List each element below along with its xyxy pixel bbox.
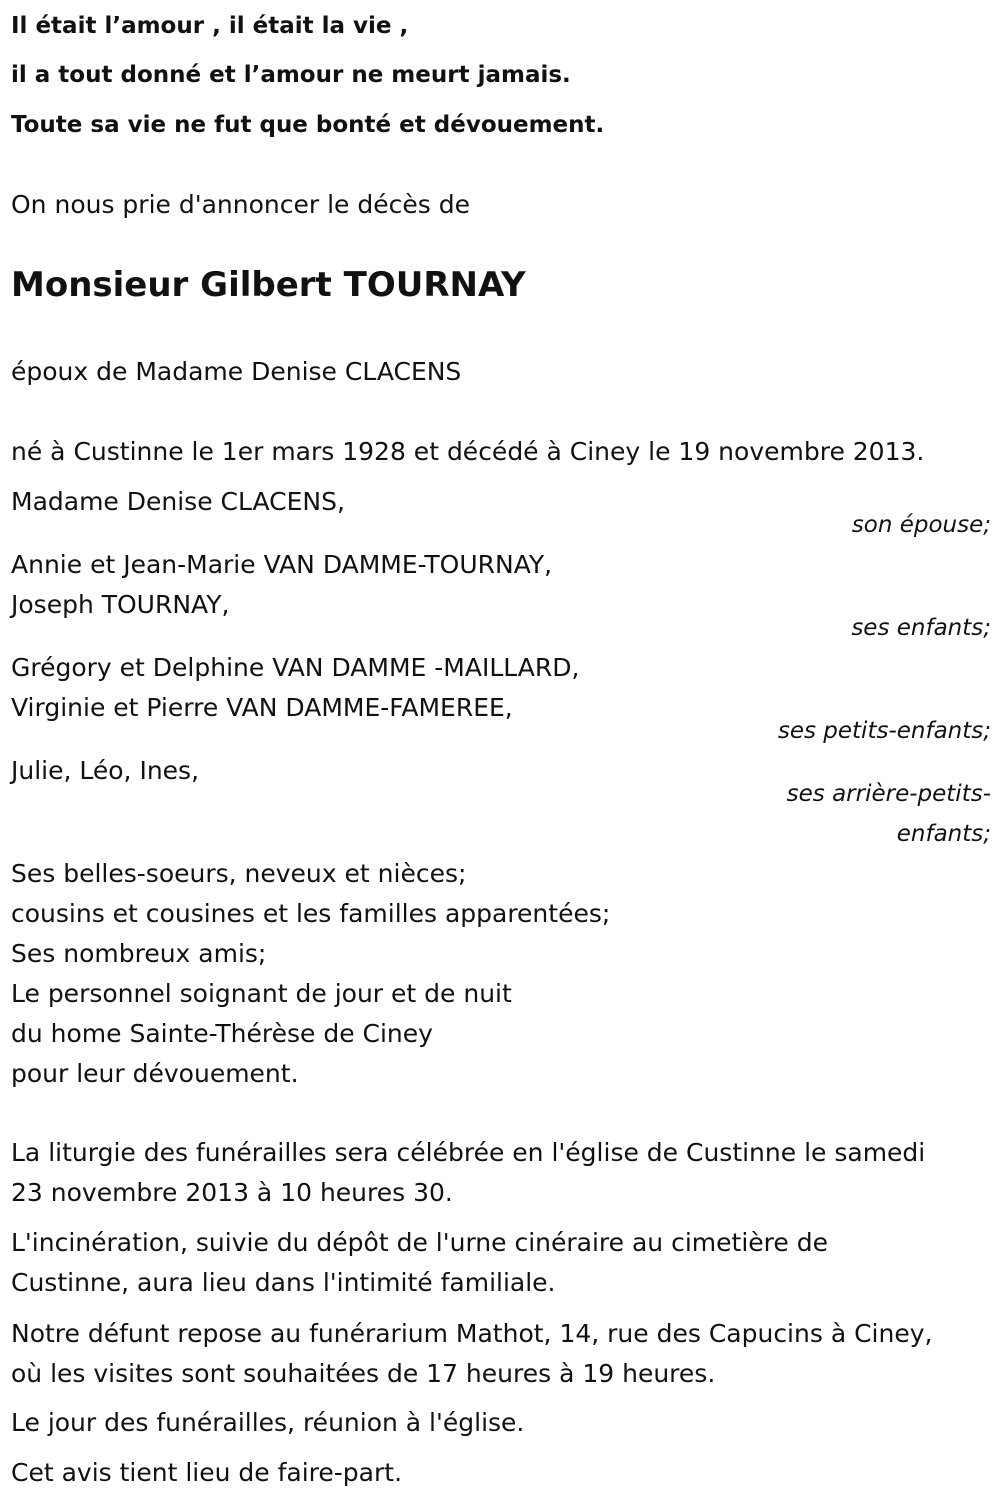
cremation-line-2: Custinne, aura lieu dans l'intimité familiale. <box>11 1268 556 1297</box>
others-line-3: Ses nombreux amis; <box>11 939 267 968</box>
family-grandchildren-role: ses petits-enfants; <box>777 718 991 744</box>
family-spouse-name: Madame Denise CLACENS, <box>11 487 345 516</box>
meeting-line: Le jour des funérailles, réunion à l'église. <box>11 1408 525 1437</box>
liturgy-line-1: La liturgie des funérailles sera célébrée en l'église de Custinne le samedi <box>11 1138 926 1167</box>
repose-line-2: où les visites sont souhaitées de 17 heures à 19 heures. <box>11 1359 716 1388</box>
liturgy-line-2: 23 novembre 2013 à 10 heures 30. <box>11 1178 453 1207</box>
family-child-name-2: Joseph TOURNAY, <box>11 590 230 619</box>
poem-line-2: il a tout donné et l’amour ne meurt jamais. <box>11 62 571 88</box>
others-line-1: Ses belles-soeurs, neveux et nièces; <box>11 859 467 888</box>
deceased-name: Monsieur Gilbert TOURNAY <box>11 265 526 305</box>
notice-line: Cet avis tient lieu de faire-part. <box>11 1458 403 1487</box>
poem-line-1: Il était l’amour , il était la vie , <box>11 13 409 39</box>
family-children-role: ses enfants; <box>851 615 991 641</box>
others-line-4: Le personnel soignant de jour et de nuit <box>11 979 512 1008</box>
repose-line-1: Notre défunt repose au funérarium Mathot, 14, rue des Capucins à Ciney, <box>11 1319 933 1348</box>
family-grandchild-name-2: Virginie et Pierre VAN DAMME-FAMEREE, <box>11 693 513 722</box>
family-great-grandchildren-role-line-2: enfants; <box>896 821 991 847</box>
birth-death-line: né à Custinne le 1er mars 1928 et décédé à Ciney le 19 novembre 2013. <box>11 437 925 466</box>
poem-line-3: Toute sa vie ne fut que bonté et dévouement. <box>11 112 605 138</box>
family-great-grandchildren-role-line-1: ses arrière-petits- <box>786 781 991 807</box>
family-great-grandchildren-names: Julie, Léo, Ines, <box>11 756 200 785</box>
others-line-2: cousins et cousines et les familles apparentées; <box>11 899 611 928</box>
cremation-line-1: L'incinération, suivie du dépôt de l'urne cinéraire au cimetière de <box>11 1228 828 1257</box>
intro-text: On nous prie d'annoncer le décès de <box>11 190 470 219</box>
family-grandchild-name-1: Grégory et Delphine VAN DAMME -MAILLARD, <box>11 653 580 682</box>
family-child-name-1: Annie et Jean-Marie VAN DAMME-TOURNAY, <box>11 550 553 579</box>
spouse-line: époux de Madame Denise CLACENS <box>11 357 462 386</box>
family-spouse-role: son épouse; <box>851 512 991 538</box>
others-line-6: pour leur dévouement. <box>11 1059 299 1088</box>
others-line-5: du home Sainte-Thérèse de Ciney <box>11 1019 433 1048</box>
